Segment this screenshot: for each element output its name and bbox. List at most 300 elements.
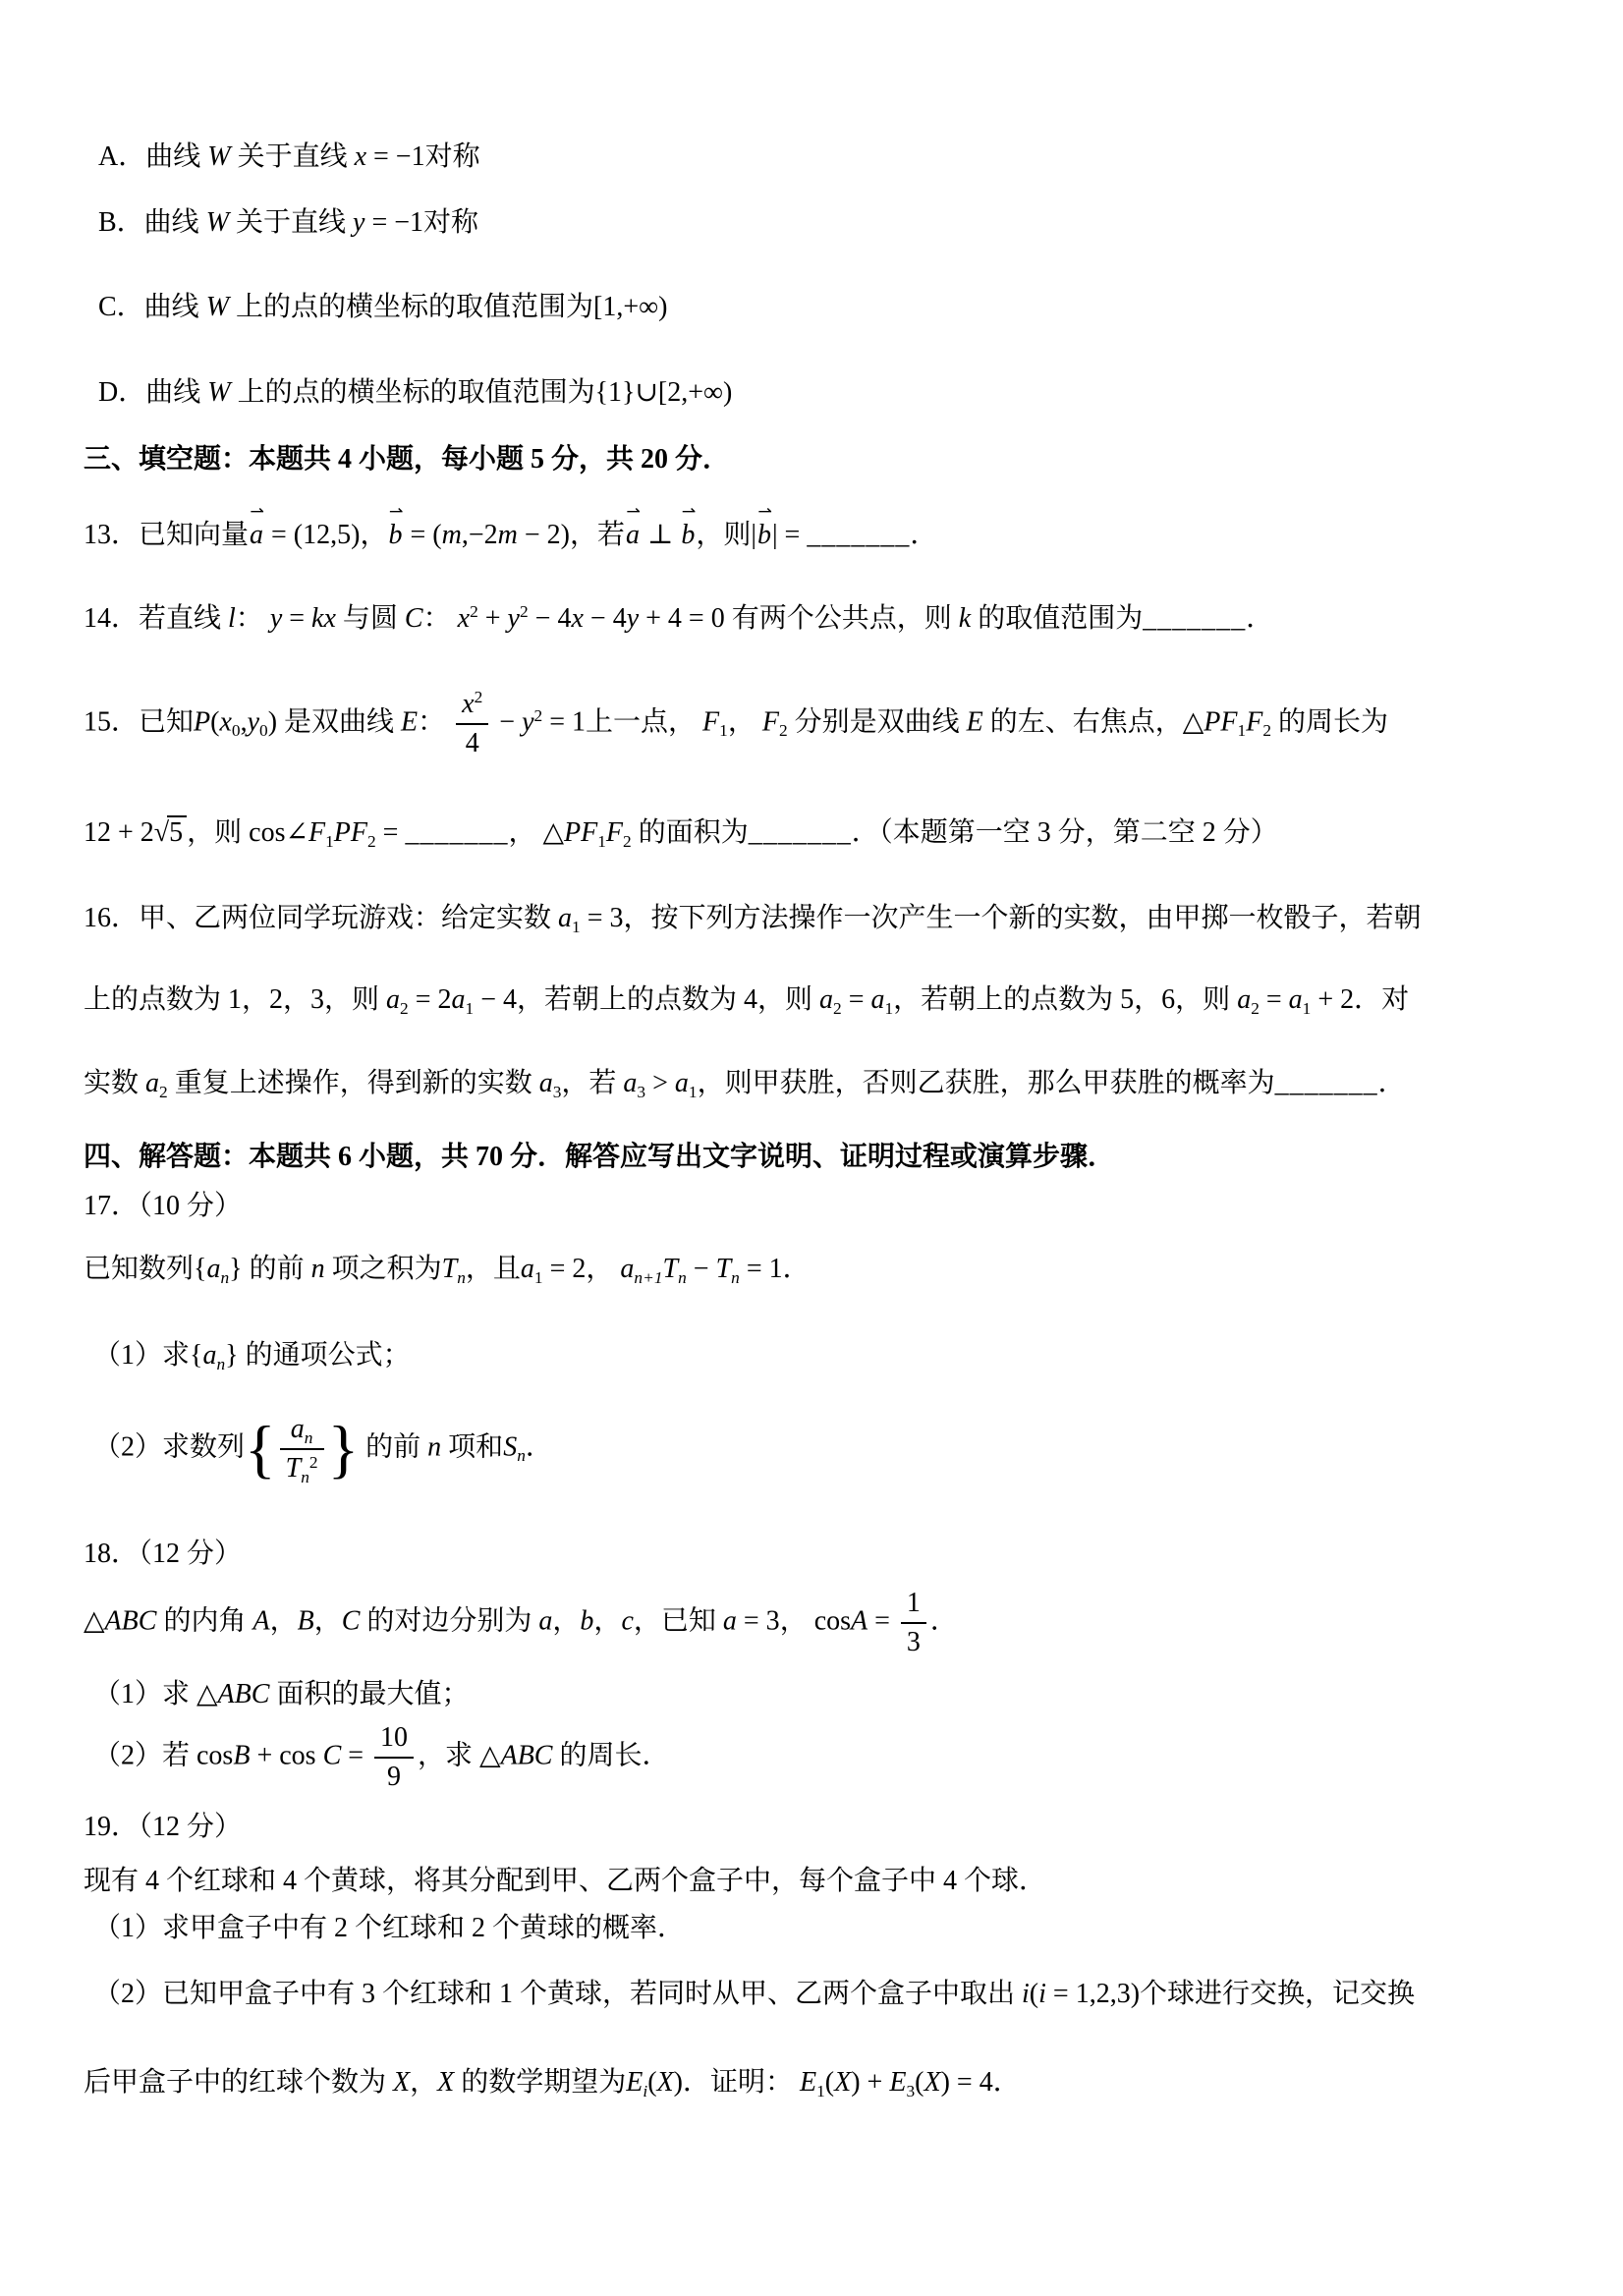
math-variable: i (1022, 1979, 1030, 2009)
question-19-part-2-line-1 (93, 1975, 1415, 2014)
fraction (374, 1721, 414, 1794)
text-run: { (194, 1254, 207, 1284)
text-run: = (867, 1605, 897, 1637)
math-variable: W (207, 141, 231, 172)
math-variable: P (194, 706, 211, 738)
math-variable: A (252, 1605, 270, 1637)
math-variable: i (1038, 1979, 1046, 2009)
subscript: 2 (623, 831, 632, 851)
math-variable: a (819, 984, 833, 1015)
text-run: （1）求 (93, 1340, 191, 1371)
subscript: 1 (1302, 998, 1312, 1018)
text-run: } (225, 1340, 239, 1371)
math-variable: S (503, 1431, 518, 1463)
text-run: ，已知 (633, 1605, 723, 1637)
subscript: 3 (637, 1082, 646, 1101)
text-run: 关于直线 (229, 207, 354, 238)
text-run: （2）求数列 (93, 1431, 246, 1463)
vector (388, 501, 404, 555)
subscript: 1 (1237, 721, 1247, 741)
math-variable: c (621, 1605, 634, 1637)
text-run: + (860, 2067, 890, 2098)
math-variable: a (386, 984, 401, 1015)
math-variable: a (206, 1254, 221, 1284)
subscript: i (643, 2081, 648, 2100)
math-variable: X (656, 2067, 674, 2098)
math-variable: T (662, 1254, 679, 1284)
text-run: ．证明： (682, 2067, 800, 2098)
math-variable: ABC (104, 1605, 157, 1637)
text-run: = 2 (408, 984, 452, 1015)
text-run: 的周长． (552, 1740, 670, 1771)
text-run: △ (84, 1605, 105, 1637)
math-variable: k (958, 603, 972, 634)
math-variable: C (341, 1605, 361, 1637)
subscript: 2 (400, 998, 409, 1018)
text-run: ，若 (561, 1068, 624, 1098)
text-run: 3 (906, 1627, 921, 1658)
text-run: ( (824, 2067, 835, 2098)
subscript: n (220, 1267, 230, 1287)
text-run: B．曲线 (98, 207, 206, 238)
text-run: = 3 (736, 1605, 780, 1637)
text-run: ． (1377, 1068, 1406, 1098)
question-19-number (84, 1808, 242, 1847)
text-run: = −1对称 (364, 207, 479, 238)
text-run: = (341, 1740, 371, 1771)
text-run: 四、解答题：本题共 6 小题，共 70 分．解答应写出文字说明、证明过程或演算步骤． (84, 1142, 1116, 1172)
question-18-intro (84, 1587, 958, 1659)
vector-arrow-icon: ⇀ (388, 501, 404, 522)
question-17-intro (84, 1250, 811, 1289)
math-variable: E (401, 706, 419, 738)
radicand: 5 (167, 815, 187, 849)
text-run: ， (593, 1605, 622, 1637)
answer-blank: _______ (1274, 1068, 1378, 1098)
text-run: 面积的最大值； (269, 1679, 470, 1709)
text-run: + cos (250, 1740, 323, 1771)
answer-blank: _______ (748, 817, 852, 848)
question-18-part-1 (93, 1675, 469, 1714)
fraction-numerator (456, 688, 488, 725)
subscript: 1 (816, 2081, 825, 2100)
math-variable: y (353, 207, 365, 238)
subscript: n (731, 1267, 740, 1287)
text-run: 1 (906, 1588, 921, 1618)
text-run: ，且 (465, 1254, 521, 1284)
text-run: [1,+∞) (593, 292, 668, 322)
math-variable: a (250, 520, 264, 550)
question-17-number (84, 1187, 242, 1226)
text-run: D．曲线 (98, 377, 208, 408)
math-variable: PF (333, 817, 367, 848)
text-run: ： (418, 706, 453, 738)
math-variable: W (205, 207, 230, 238)
fraction-numerator (374, 1721, 414, 1759)
subscript: 0 (231, 721, 241, 741)
text-run: ．（本题第一空 3 分，第二空 2 分） (851, 817, 1278, 848)
math-variable: F (702, 706, 720, 738)
math-variable: b (756, 520, 771, 550)
text-run: ， (269, 1605, 298, 1637)
vector-arrow-icon: ⇀ (681, 501, 697, 522)
math-variable: a (290, 1414, 305, 1444)
math-variable: a (1288, 984, 1303, 1015)
text-run: = 1,2,3) (1045, 1979, 1141, 2009)
radical-sign: √ (153, 817, 168, 848)
math-variable: B (233, 1740, 251, 1771)
subscript: n (457, 1267, 466, 1287)
math-variable: a (623, 1068, 638, 1098)
text-run: 上的点的横坐标的取值范围为 (229, 292, 594, 322)
subscript: n (517, 1446, 526, 1466)
superscript: 2 (308, 1452, 318, 1472)
text-run: ，按下列方法操作一次产生一个新的实数，由甲掷一枚骰子，若朝 (623, 903, 1422, 933)
text-run: ． (1246, 603, 1274, 634)
option-c (98, 288, 667, 327)
subscript: 3 (552, 1082, 562, 1101)
math-variable: a (558, 903, 573, 933)
subscript: 2 (1262, 721, 1271, 741)
text-run: − 4 (474, 984, 517, 1015)
text-run: > (645, 1068, 675, 1098)
math-variable: b (681, 520, 696, 550)
text-run: 16．甲、乙两位同学玩游戏：给定实数 (84, 903, 559, 933)
fraction (280, 1413, 324, 1485)
question-16-line-1 (84, 899, 1422, 938)
text-run: = 4． (949, 2067, 1021, 2098)
question-15-line-2 (84, 813, 1278, 853)
math-variable: a (520, 1254, 534, 1284)
math-variable: n (310, 1254, 325, 1284)
text-run: ( (210, 706, 220, 738)
text-run: 有两个公共点，则 (724, 603, 959, 634)
math-variable: n (427, 1431, 442, 1463)
text-run: } (229, 1254, 243, 1284)
math-variable: y (522, 706, 534, 738)
text-run: 12 + 2 (84, 817, 154, 848)
fraction (456, 688, 488, 760)
text-run: = (841, 984, 871, 1015)
math-variable: E (889, 2067, 907, 2098)
section-3-header (84, 440, 730, 479)
math-variable: W (207, 377, 231, 408)
question-19-part-1 (93, 1909, 685, 1948)
subscript: 1 (465, 998, 475, 1018)
subscript: 1 (533, 1267, 543, 1287)
text-run: {1}∪[2,+∞) (594, 377, 733, 408)
math-variable: E (626, 2067, 644, 2098)
text-run: ,−2 (461, 520, 498, 550)
text-run: 的周长为 (1271, 706, 1389, 738)
math-variable: C (322, 1740, 342, 1771)
math-variable: a (674, 1068, 689, 1098)
text-run: − (492, 706, 523, 738)
subscript: 2 (833, 998, 842, 1018)
subscript: 2 (778, 721, 788, 741)
text-run: = (282, 603, 312, 634)
math-variable: ABC (500, 1740, 553, 1771)
math-variable: E (799, 2067, 817, 2098)
math-variable: m (441, 520, 462, 550)
text-run: ( (915, 2067, 924, 2098)
text-run: ， (552, 1605, 581, 1637)
subscript: 2 (159, 1082, 168, 1101)
text-run: + 2．对 (1311, 984, 1410, 1015)
text-run: ) (673, 2067, 683, 2098)
text-run: , (240, 706, 248, 738)
text-run: ． (929, 1605, 958, 1637)
fraction-denominator (901, 1624, 926, 1659)
math-variable: X (393, 2067, 411, 2098)
text-run: ． (910, 520, 938, 550)
math-variable: y (247, 706, 260, 738)
subscript: 1 (325, 831, 334, 851)
math-variable: b (580, 1605, 594, 1637)
text-run: = 1上一点， (542, 706, 703, 738)
text-run: 的左、右焦点，△ (982, 706, 1204, 738)
math-variable: a (145, 1068, 160, 1098)
text-run: ，则甲获胜，否则乙获胜，那么甲获胜的概率为 (697, 1068, 1275, 1098)
question-13 (84, 501, 938, 555)
text-run: （1）求 △ (93, 1679, 218, 1709)
superscript: 2 (470, 602, 478, 622)
math-variable: m (497, 520, 518, 550)
math-variable: a (538, 1068, 553, 1098)
text-run: = ( (403, 520, 442, 550)
text-run: 9 (387, 1762, 402, 1793)
text-run: 项之积为 (324, 1254, 442, 1284)
text-run: 的取值范围为 (971, 603, 1144, 634)
subscript: n (216, 1354, 226, 1373)
subscript: 2 (1251, 998, 1259, 1018)
text-run: 后甲盒子中的红球个数为 (84, 2067, 394, 2098)
subscript: 1 (719, 721, 728, 741)
question-16-line-2 (84, 980, 1409, 1020)
math-variable: A (851, 1605, 868, 1637)
math-variable: X (834, 2067, 852, 2098)
math-variable: ABC (217, 1679, 270, 1709)
math-variable: x (219, 706, 232, 738)
section-4-header (84, 1138, 1115, 1177)
subscript: 3 (906, 2081, 916, 2100)
subscript: 1 (884, 998, 894, 1018)
text-run: 上的点的横坐标的取值范围为 (230, 377, 595, 408)
math-variable: a (620, 1254, 635, 1284)
math-variable: C (404, 603, 423, 634)
text-run: − 4 (583, 603, 627, 634)
text-run: （2）若 cos (93, 1740, 234, 1771)
math-variable: x (571, 603, 584, 634)
math-variable: a (538, 1605, 553, 1637)
text-run: 10 (380, 1722, 409, 1753)
math-variable: B (297, 1605, 314, 1637)
text-run: ) (851, 2067, 861, 2098)
fraction-numerator (280, 1413, 324, 1450)
text-run: 4 (465, 728, 479, 759)
fraction-denominator (374, 1759, 414, 1794)
superscript: 2 (519, 602, 529, 622)
vector-arrow-icon: ⇀ (757, 501, 772, 522)
text-run: 已知数列 (84, 1254, 195, 1284)
math-variable: T (441, 1254, 458, 1284)
vector (681, 501, 697, 555)
text-run: ( (647, 2067, 657, 2098)
superscript: 2 (474, 688, 483, 707)
fraction-denominator (280, 1450, 324, 1485)
text-run: ⊥ (640, 520, 681, 550)
text-run: { (190, 1340, 203, 1371)
math-variable: PF (1203, 706, 1238, 738)
text-run: 18．（12 分） (84, 1539, 243, 1569)
text-run: = 2 (542, 1254, 587, 1284)
text-run: ) (267, 706, 278, 738)
text-run: C．曲线 (98, 292, 206, 322)
text-run: 上的点数为 1，2，3，则 (84, 984, 387, 1015)
text-run: | = (771, 520, 808, 550)
text-run: = −1对称 (366, 141, 480, 172)
text-run: ，则 cos∠ (187, 817, 308, 848)
math-variable: l (228, 603, 236, 634)
math-variable: y (507, 603, 520, 634)
math-variable: E (966, 706, 983, 738)
vector-arrow-icon: ⇀ (626, 501, 641, 522)
text-run: ， cos (779, 1605, 852, 1637)
math-variable: a (202, 1340, 217, 1371)
subscript: 2 (366, 831, 376, 851)
text-run: 现有 4 个红球和 4 个黄球，将其分配到甲、乙两个盒子中，每个盒子中 4 个球． (84, 1866, 1047, 1896)
text-run: 是双曲线 (277, 706, 402, 738)
math-variable: X (437, 2067, 455, 2098)
fraction (901, 1587, 926, 1659)
vector (250, 501, 264, 555)
math-variable: F (761, 706, 779, 738)
text-run: 的数学期望为 (454, 2067, 627, 2098)
subscript: 1 (572, 917, 581, 936)
math-variable: y (626, 603, 640, 634)
math-variable: F (605, 817, 624, 848)
subscript: n (301, 1467, 309, 1486)
answer-blank: _______ (807, 520, 911, 550)
text-run: = (12,5)， (264, 520, 388, 550)
math-variable: a (451, 984, 466, 1015)
math-variable: x (457, 603, 471, 634)
text-run: 的前 (359, 1431, 428, 1463)
text-run: ，若朝上的点数为 4，则 (516, 984, 819, 1015)
big-bracket: } (327, 1413, 360, 1485)
math-variable: PF (564, 817, 598, 848)
text-run: 15．已知 (84, 706, 195, 738)
text-run: ( (1029, 1979, 1039, 2009)
subscript: n (678, 1267, 687, 1287)
text-run: 的面积为 (631, 817, 749, 848)
vector-arrow-icon: ⇀ (250, 501, 264, 522)
fraction-numerator (901, 1587, 926, 1624)
text-run: 的内角 (156, 1605, 253, 1637)
text-run: − (686, 1254, 716, 1284)
question-14 (84, 599, 1273, 639)
question-17-part-2 (93, 1413, 553, 1485)
text-run: ， (410, 2067, 438, 2098)
math-variable: x (354, 141, 367, 172)
option-d (98, 373, 732, 413)
math-variable: a (870, 984, 885, 1015)
text-run: （2）已知甲盒子中有 3 个红球和 1 个黄球，若同时从甲、乙两个盒子中取出 (93, 1979, 1023, 2009)
text-run: ，则 (696, 520, 752, 550)
text-run: 重复上述操作，得到新的实数 (167, 1068, 539, 1098)
math-variable: kx (311, 603, 336, 634)
text-run: ， △ (508, 817, 565, 848)
text-run: + 4 = 0 (639, 603, 725, 634)
math-variable: b (388, 520, 403, 550)
text-run: | (751, 520, 756, 550)
text-run: − 4 (528, 603, 572, 634)
math-variable: W (205, 292, 230, 322)
subscript: 1 (688, 1082, 698, 1101)
text-run: = (375, 817, 406, 848)
question-19-intro (84, 1862, 1046, 1901)
text-run: 19．（12 分） (84, 1812, 243, 1842)
math-variable: T (285, 1453, 302, 1484)
math-variable: a (1237, 984, 1252, 1015)
text-run: ： (235, 603, 270, 634)
vector (625, 501, 641, 555)
question-18-part-2 (93, 1721, 670, 1794)
subscript: n+1 (634, 1267, 663, 1287)
text-run: 分别是双曲线 (787, 706, 967, 738)
text-run: ， (586, 1254, 621, 1284)
fraction-denominator (456, 725, 488, 760)
question-17-part-1 (93, 1336, 411, 1375)
text-run: 的前 (242, 1254, 311, 1284)
text-run: 关于直线 (230, 141, 355, 172)
vector (756, 501, 772, 555)
math-variable: a (625, 520, 640, 550)
subscript: 1 (597, 831, 606, 851)
question-15-line-1 (84, 688, 1388, 760)
text-run: = 1． (739, 1254, 811, 1284)
text-run: + (477, 603, 508, 634)
text-run: ) (940, 2067, 950, 2098)
math-variable: a (722, 1605, 737, 1637)
text-run: A．曲线 (98, 141, 208, 172)
text-run: 13．已知向量 (84, 520, 250, 550)
question-16-line-3 (84, 1064, 1406, 1103)
text-run: 14．若直线 (84, 603, 229, 634)
text-run: 个球进行交换，记交换 (1140, 1979, 1416, 2009)
text-run: ： (422, 603, 458, 634)
superscript: 2 (533, 706, 543, 726)
text-run: ，若朝上的点数为 5，6，则 (893, 984, 1238, 1015)
question-18-number (84, 1535, 242, 1574)
answer-blank: _______ (1143, 603, 1247, 634)
square-root (154, 817, 187, 848)
text-run: 与圆 (335, 603, 405, 634)
math-variable: X (923, 2067, 941, 2098)
math-variable: F (308, 817, 326, 848)
text-run: ， (313, 1605, 342, 1637)
subscript: 0 (259, 721, 268, 741)
math-variable: F (1246, 706, 1263, 738)
math-variable: y (269, 603, 283, 634)
text-run: = 3 (580, 903, 624, 933)
text-run: 17．（10 分） (84, 1191, 243, 1221)
text-run: （1）求甲盒子中有 2 个红球和 2 个黄球的概率． (93, 1913, 686, 1943)
math-variable: T (715, 1254, 732, 1284)
text-run: 项和 (441, 1431, 504, 1463)
option-a (98, 138, 480, 177)
option-b (98, 203, 478, 243)
